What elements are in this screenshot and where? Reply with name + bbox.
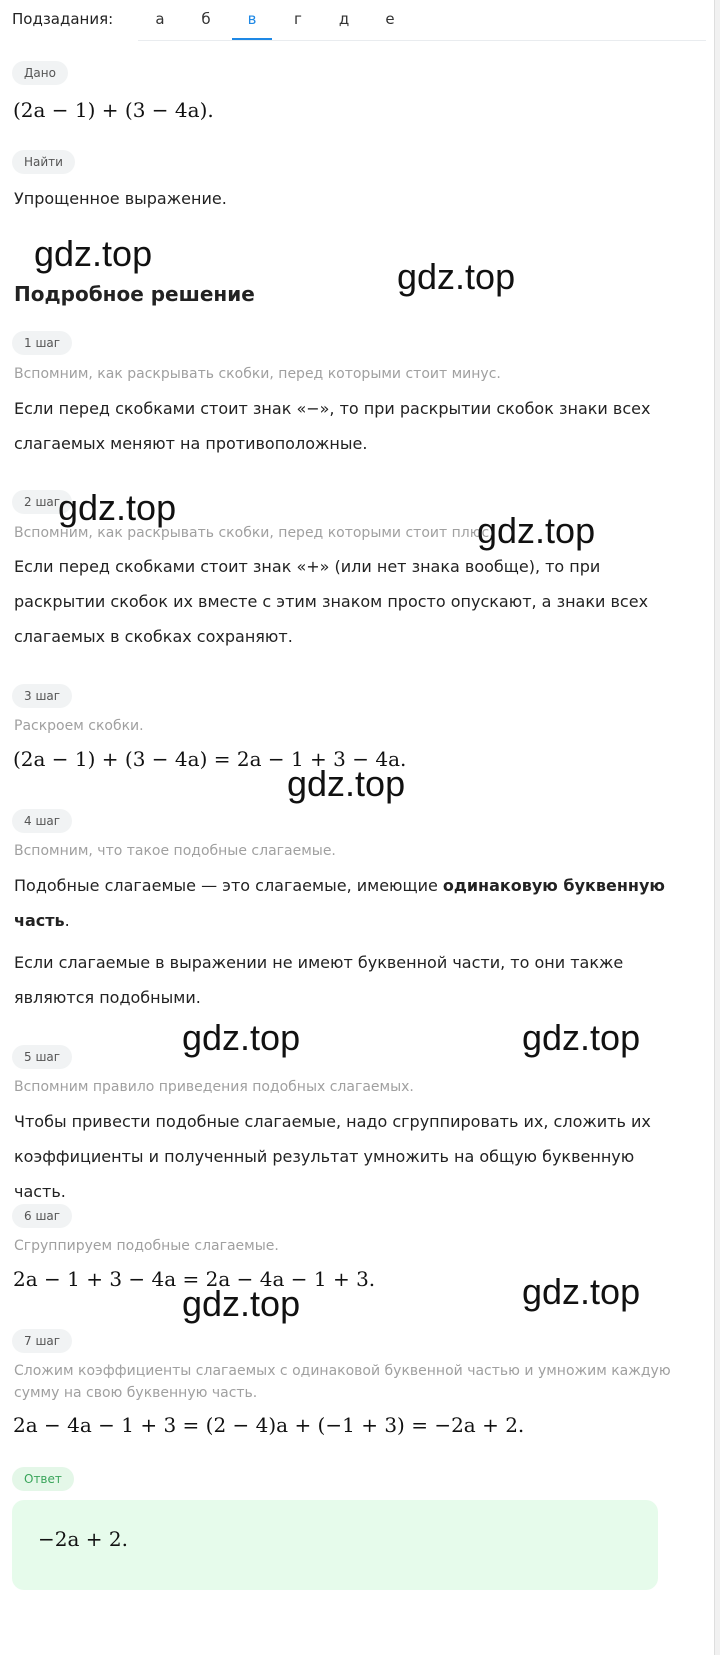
step-4-label: 4 шаг [12, 809, 72, 833]
step-2-label: 2 шаг [12, 490, 72, 514]
step-2-hint: Вспомним, как раскрывать скобки, перед которыми стоит плюс. [14, 525, 494, 541]
step-5-hint: Вспомним правило приведения подобных слагаемых. [14, 1079, 414, 1095]
step-3-hint: Раскроем скобки. [14, 718, 144, 734]
tab-e[interactable]: е [385, 10, 395, 28]
given-expression: (2a − 1) + (3 − 4a). [13, 98, 214, 122]
subtasks-header [12, 0, 692, 40]
answer-label: Ответ [12, 1467, 74, 1491]
tab-d[interactable]: д [338, 10, 350, 28]
tab-b[interactable]: б [201, 10, 211, 28]
scrollbar[interactable] [714, 0, 720, 1655]
step-7-label: 7 шаг [12, 1329, 72, 1353]
find-text: Упрощенное выражение. [14, 189, 227, 208]
step-7-math: 2a − 4a − 1 + 3 = (2 − 4)a + (−1 + 3) = −2a + 2. [13, 1413, 525, 1437]
solution-title: Подробное решение [14, 282, 255, 306]
given-label: Дано [12, 61, 68, 85]
step-3-math: (2a − 1) + (3 − 4a) = 2a − 1 + 3 − 4a. [13, 747, 407, 771]
step-3-label: 3 шаг [12, 684, 72, 708]
watermark: gdz.top [397, 256, 516, 297]
step-2-text: Если перед скобками стоит знак «+» (или нет знака вообще), то при раскрытии скобок их вместе с этим знаком просто опускают, а знаки всех слагаемых в скобках сохраняют. [14, 557, 649, 646]
step-1-hint: Вспомним, как раскрывать скобки, перед которыми стоит минус. [14, 366, 501, 382]
tab-g[interactable]: г [294, 10, 302, 28]
step-4-bold-term: одинаковую буквенную часть [14, 876, 665, 930]
watermark: gdz.top [182, 1283, 301, 1324]
watermark: gdz.top [58, 487, 177, 528]
subtasks-title: Подзадания: [12, 10, 114, 28]
step-1-label: 1 шаг [12, 331, 72, 355]
tab-a[interactable]: а [155, 10, 165, 28]
watermark: gdz.top [522, 1017, 641, 1058]
watermark: gdz.top [287, 763, 406, 804]
step-5-text: Чтобы привести подобные слагаемые, надо сгруппировать их, сложить их коэффициенты и полученный результат умножить на общую буквенную часть. [14, 1112, 651, 1201]
step-4-hint: Вспомним, что такое подобные слагаемые. [14, 843, 336, 859]
answer-value: −2a + 2. [38, 1527, 128, 1551]
step-4-text-part: Подобные слагаемые — это слагаемые, имеющие [14, 876, 443, 895]
step-4-text-2: Если слагаемые в выражении не имеют буквенной части, то они также являются подобными. [14, 953, 624, 1007]
step-7-hint: Сложим коэффициенты слагаемых с одинаковой буквенной частью и умножим каждую сумму на свою буквенную часть. [14, 1363, 671, 1401]
watermark: gdz.top [34, 233, 153, 274]
subtask-tabs [138, 0, 706, 41]
step-6-hint: Сгруппируем подобные слагаемые. [14, 1238, 279, 1254]
watermark: gdz.top [522, 1271, 641, 1312]
step-4-text-end: . [64, 911, 70, 930]
step-6-label: 6 шаг [12, 1204, 72, 1228]
active-tab-underline [232, 38, 272, 40]
tab-v[interactable]: в [247, 10, 257, 28]
step-6-math: 2a − 1 + 3 − 4a = 2a − 4a − 1 + 3. [13, 1267, 376, 1291]
find-label: Найти [12, 150, 75, 174]
watermark: gdz.top [182, 1017, 301, 1058]
watermark: gdz.top [477, 510, 596, 551]
step-1-text: Если перед скобками стоит знак «−», то при раскрытии скобок знаки всех слагаемых меняют на противоположные. [14, 399, 651, 453]
step-4-text [14, 868, 676, 938]
step-5-label: 5 шаг [12, 1045, 72, 1069]
